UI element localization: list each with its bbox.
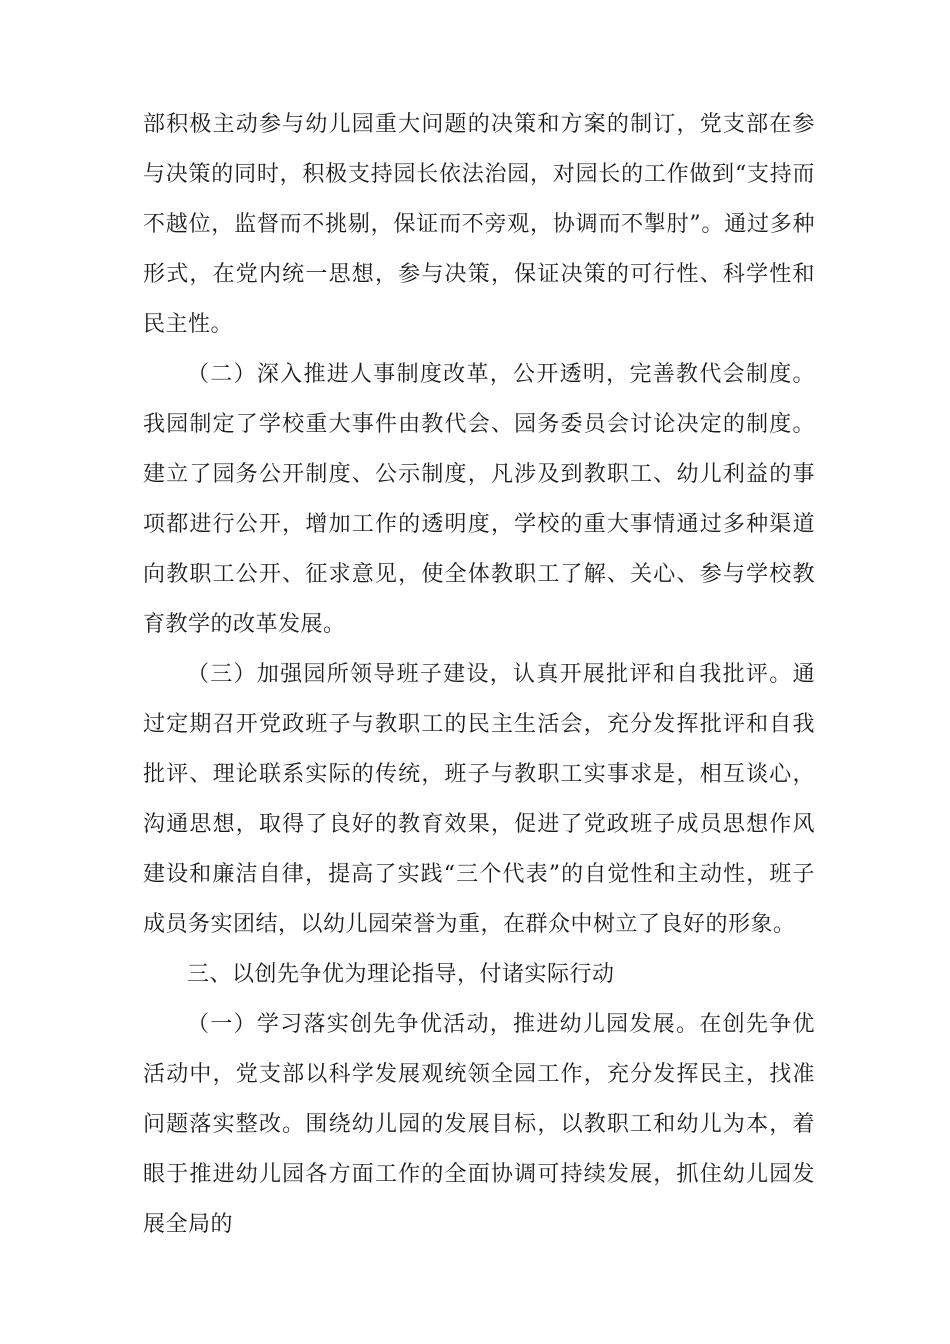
section-heading: 三、以创先争优为理论指导，付诸实际行动	[187, 962, 615, 987]
paragraph-leadership-building: （三）加强园所领导班子建设，认真开展批评和自我批评。通过定期召开党政班子与教职工的民主生活会，充分发挥批评和自我批评、理论联系实际的传统，班子与教职工实事求是，相互谈心，沟通思想，取得了良好的教育效果，促进了党政班子成员思想作风建设和廉洁自律，提高了实践“三个代表”的自觉性和主动性，班子成员务实团结，以幼儿园荣誉为重，在群众中树立了良好的形象。	[143, 662, 815, 937]
paragraph-continuation: 部积极主动参与幼儿园重大问题的决策和方案的制订，党支部在参与决策的同时，积极支持园长依法治园，对园长的工作做到“支持而不越位，监督而不挑剔，保证而不旁观，协调而不掣肘”。通过多种形式，在党内统一思想，参与决策，保证决策的可行性、科学性和民主性。	[143, 112, 815, 337]
paragraph-excellence-activity: （一）学习落实创先争优活动，推进幼儿园发展。在创先争优活动中，党支部以科学发展观统领全园工作，充分发挥民主，找准问题落实整改。围绕幼儿园的发展目标，以教职工和幼儿为本，着眼于推进幼儿园各方面工作的全面协调可持续发展，抓住幼儿园发展全局的	[143, 1012, 815, 1237]
paragraph-personnel-reform: （二）深入推进人事制度改革，公开透明，完善教代会制度。我园制定了学校重大事件由教代会、园务委员会讨论决定的制度。建立了园务公开制度、公示制度，凡涉及到教职工、幼儿利益的事项都进行公开，增加工作的透明度，学校的重大事情通过多种渠道向教职工公开、征求意见，使全体教职工了解、关心、参与学校教育教学的改革发展。	[143, 362, 815, 637]
document-body	[143, 100, 815, 1250]
